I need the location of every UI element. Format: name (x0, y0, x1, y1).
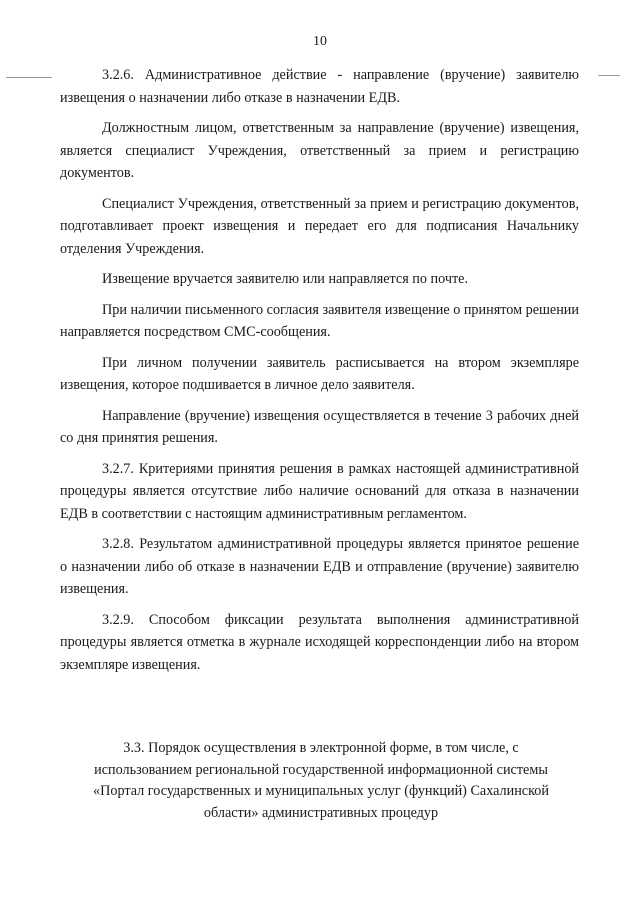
page-number: 10 (313, 34, 327, 49)
document-body (60, 64, 579, 676)
paragraph-deadline: Направление (вручение) извещения осуществляется в течение 3 рабочих дней со дня принятия решения. (60, 407, 579, 446)
paragraph-3-2-6: 3.2.6. Административное действие - направление (вручение) заявителю извещения о назначении либо отказе в назначении ЕДВ. (60, 67, 579, 106)
section-heading-line: области» административных процедур (203, 804, 439, 821)
scan-mark-left (6, 77, 52, 78)
paragraph-delivery: Извещение вручается заявителю или направляется по почте. (102, 271, 469, 287)
section-heading-line: использованием региональной государственной информационной системы (94, 761, 548, 778)
section-heading-3-3 (76, 738, 566, 824)
paragraph-specialist: Специалист Учреждения, ответственный за прием и регистрацию документов, подготавливает проект извещения и передает его для подписания Начальнику отделения Учреждения. (60, 195, 579, 257)
paragraph-3-2-8: 3.2.8. Результатом административной процедуры является принятое решение о назначении либо об отказе в назначении ЕДВ и отправление (вручение) заявителю извещения. (60, 536, 579, 597)
section-heading-line: «Портал государственных и муниципальных услуг (функций) Сахалинской (93, 783, 549, 799)
paragraph-3-2-7: 3.2.7. Критериями принятия решения в рамках настоящей административной процедуры является отсутствие либо наличие оснований для отказа в назначении ЕДВ в соответствии с настоящим административным регламентом. (60, 460, 579, 522)
paragraph-personal-receipt: При личном получении заявитель расписывается на втором экземпляре извещения, которое подшивается в личное дело заявителя. (60, 354, 579, 393)
section-heading-line: 3.3. Порядок осуществления в электронной форме, в том числе, с (123, 740, 519, 756)
paragraph-3-2-9: 3.2.9. Способом фиксации результата выполнения административной процедуры является отметка в журнале исходящей корреспонденции либо на втором экземпляре извещения. (60, 611, 579, 673)
scan-mark-right (598, 75, 620, 76)
paragraph-sms: При наличии письменного согласия заявителя извещение о принятом решении направляется посредством СМС-сообщения. (60, 301, 579, 340)
paragraph-responsible-official: Должностным лицом, ответственным за направление (вручение) извещения, является специалист Учреждения, ответственный за прием и регистрацию документов. (60, 120, 579, 181)
